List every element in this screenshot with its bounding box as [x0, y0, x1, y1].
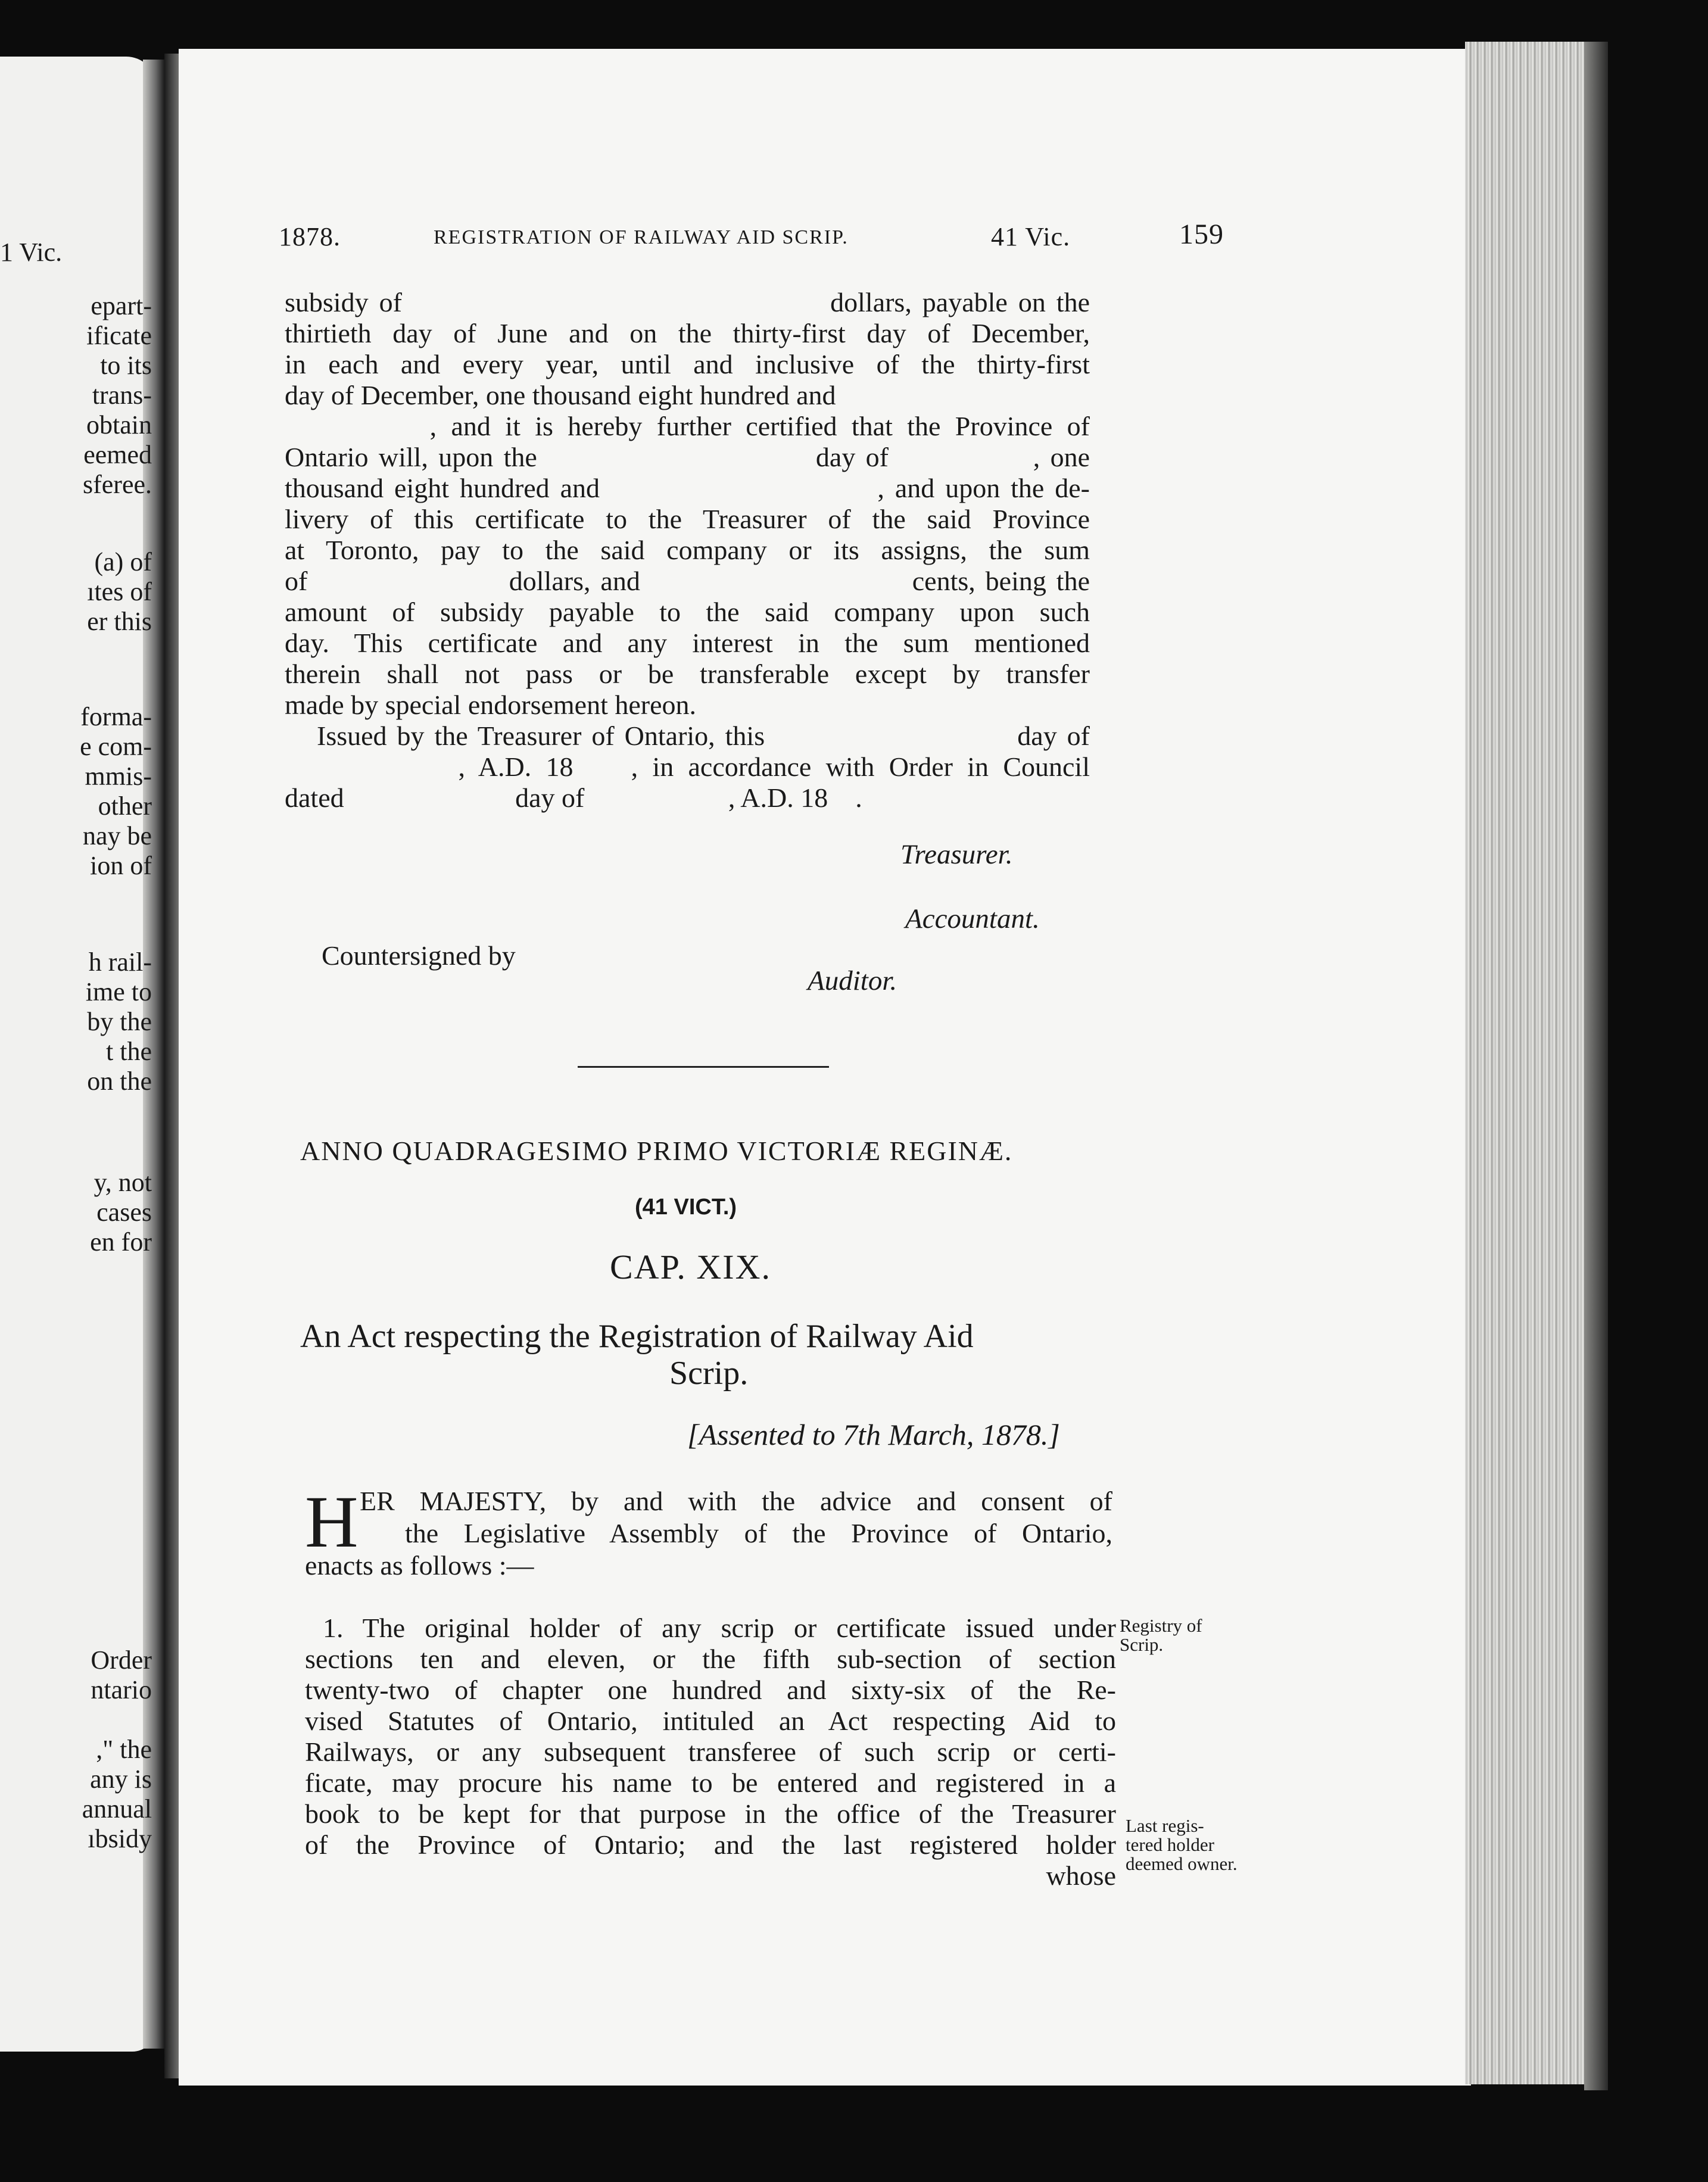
- left-fragment: eemed: [83, 440, 152, 469]
- left-fragment: on the: [87, 1067, 152, 1096]
- page-block-shadow: [1584, 42, 1608, 2090]
- section-line: book to be kept for that purpose in the office of the Treasurer: [305, 1798, 1116, 1829]
- left-fragment: ime to: [85, 977, 152, 1006]
- section-1-body: [305, 1613, 1116, 1891]
- section-divider: [578, 1066, 829, 1068]
- left-fragment: mmis-: [85, 762, 152, 791]
- regnal-year-heading: (41 VICT.): [635, 1195, 737, 1220]
- section-line: 1. The original holder of any scrip or certificate issued under: [323, 1613, 1116, 1643]
- treasurer-signature-label: Treasurer.: [900, 839, 1013, 870]
- left-fragment: Order: [91, 1645, 152, 1675]
- certificate-line: subsidy of dollars, payable on the: [285, 287, 1090, 317]
- sidenote-line: tered holder: [1126, 1834, 1214, 1855]
- section-line: twenty-two of chapter one hundred and sixty-six of the Re-: [305, 1675, 1116, 1705]
- issued-line: , A.D. 18 , in accordance with Order in Council: [285, 752, 1090, 782]
- left-fragment: annual: [82, 1794, 152, 1823]
- sidenote-last-holder: [1126, 1816, 1238, 1874]
- preamble-line: [405, 1517, 1112, 1549]
- certificate-line: of dollars, and cents, being the: [285, 566, 1090, 596]
- countersigned-label: Countersigned by: [322, 940, 516, 971]
- left-fragment: t the: [106, 1037, 152, 1066]
- certificate-line: day. This certificate and any interest in the sum mentioned: [285, 628, 1090, 658]
- left-fragment: ," the: [96, 1735, 152, 1764]
- act-title-line-2: Scrip.: [669, 1355, 749, 1392]
- left-fragment: nay be: [82, 821, 152, 850]
- left-fragment: en for: [90, 1227, 152, 1257]
- preamble-line-3: enacts as follows :—: [305, 1550, 534, 1581]
- left-fragment: sferee.: [82, 470, 152, 499]
- certificate-line: amount of subsidy payable to the said company upon such: [285, 597, 1090, 627]
- page-block-edge: [1465, 42, 1602, 2084]
- left-fragment: y, not: [93, 1168, 152, 1197]
- preamble-line-1: ER MAJESTY, by and with the advice and consent of: [360, 1486, 1112, 1516]
- left-fragment: to its: [100, 351, 152, 380]
- certificate-line: thirtieth day of June and on the thirty-first day of December,: [285, 318, 1090, 348]
- drop-cap: H: [305, 1481, 359, 1563]
- left-fragment: trans-: [92, 381, 152, 410]
- section-line: of the Province of Ontario; and the last registered holder: [305, 1829, 1116, 1860]
- section-line: whose: [1046, 1860, 1116, 1891]
- certificate-line: thousand eight hundred and , and upon the de-: [285, 473, 1090, 503]
- accountant-signature-label: Accountant.: [905, 903, 1040, 934]
- header-title: REGISTRATION OF RAILWAY AID SCRIP.: [434, 226, 849, 248]
- certificate-line: therein shall not pass or be transferable except by transfer: [285, 659, 1090, 689]
- act-title-line-1: An Act respecting the Registration of Railway Aid: [300, 1318, 974, 1355]
- certificate-line: Ontario will, upon the day of , one: [285, 442, 1090, 472]
- sidenote-registry: [1120, 1616, 1202, 1654]
- header-regnal: 41 Vic.: [991, 222, 1071, 251]
- sidenote-line: Last regis-: [1126, 1815, 1204, 1836]
- left-fragment: any is: [90, 1765, 152, 1794]
- left-fragment: forma-: [80, 702, 152, 731]
- certificate-line: livery of this certificate to the Treasurer of the said Province: [285, 504, 1090, 534]
- left-fragment: (a) of: [94, 547, 152, 576]
- left-fragment: ntario: [91, 1675, 152, 1704]
- left-fragment: ificate: [86, 321, 152, 350]
- left-page-header-fragment: 1 Vic.: [0, 238, 63, 267]
- header-year: 1878.: [279, 222, 341, 251]
- sidenote-line: Registry of: [1120, 1615, 1202, 1636]
- preamble-line-2: the Legislative Assembly of the Province of Ontario,: [405, 1518, 1112, 1548]
- certificate-body: [285, 287, 1090, 813]
- certificate-line: , and it is hereby further certified that the Province of: [285, 411, 1090, 441]
- left-fragment: epart-: [91, 291, 152, 320]
- left-fragment: obtain: [86, 410, 152, 439]
- left-fragment: by the: [87, 1007, 152, 1036]
- left-fragment: h rail-: [88, 947, 152, 977]
- certificate-line: made by special endorsement hereon.: [285, 690, 697, 720]
- sidenote-line: Scrip.: [1120, 1634, 1164, 1655]
- certificate-line: in each and every year, until and inclusive of the thirty-first: [285, 349, 1090, 379]
- left-fragment: ıtes of: [87, 577, 152, 606]
- certificate-line: at Toronto, pay to the said company or its assigns, the sum: [285, 535, 1090, 565]
- issued-line: Issued by the Treasurer of Ontario, this day of: [317, 721, 1090, 751]
- section-line: sections ten and eleven, or the fifth sub-section of section: [305, 1644, 1116, 1674]
- left-fragment: ıbsidy: [88, 1824, 152, 1853]
- left-fragment: ion of: [90, 851, 152, 880]
- anno-heading: ANNO QUADRAGESIMO PRIMO VICTORIÆ REGINÆ.: [300, 1136, 1013, 1166]
- certificate-line: day of December, one thousand eight hundred and: [285, 380, 836, 410]
- assent-date: [Assented to 7th March, 1878.]: [687, 1418, 1060, 1451]
- section-line: Railways, or any subsequent transferee of such scrip or certi-: [305, 1737, 1116, 1767]
- sidenote-line: deemed owner.: [1126, 1853, 1238, 1874]
- left-fragment: e com-: [80, 732, 152, 761]
- section-line: ficate, may procure his name to be entered and registered in a: [305, 1768, 1116, 1798]
- section-line: vised Statutes of Ontario, intituled an Act respecting Aid to: [305, 1706, 1116, 1736]
- issued-line: dated day of , A.D. 18 .: [285, 783, 862, 813]
- auditor-signature-label: Auditor.: [808, 965, 897, 996]
- left-fragment: other: [98, 791, 152, 821]
- page-number: 159: [1179, 219, 1224, 250]
- left-fragment: cases: [96, 1198, 152, 1227]
- preamble-line: [360, 1485, 1112, 1517]
- chapter-heading: CAP. XIX.: [610, 1248, 771, 1286]
- left-fragment: er this: [87, 607, 152, 636]
